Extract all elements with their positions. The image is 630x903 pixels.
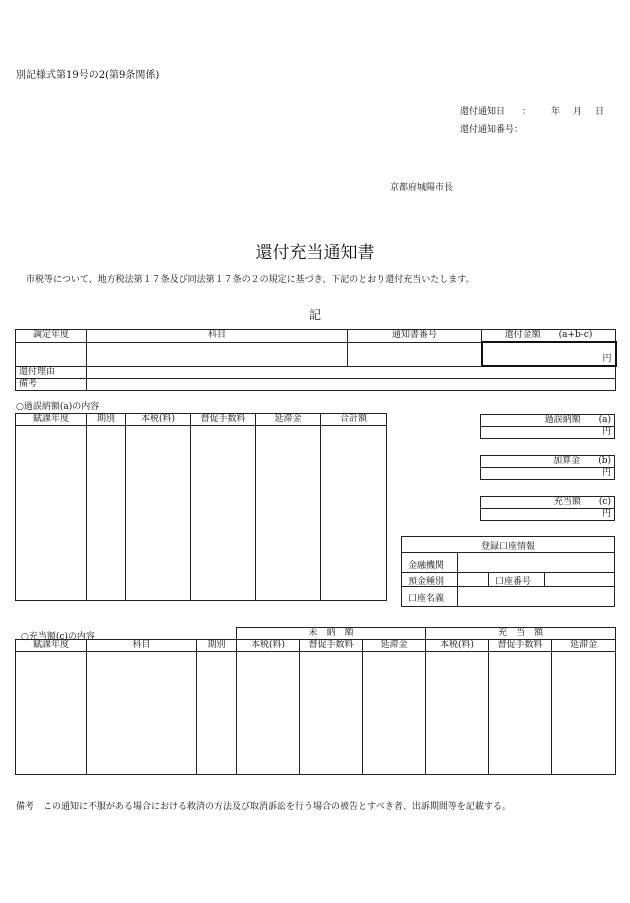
notice-date-label: 還付通知日: [460, 107, 506, 117]
intro-text: 市税等について、地方税法第１７条及び同法第１７条の２の規定に基づき、下記のとおり還付充当いたします。: [26, 275, 475, 285]
applied-amount-text: 充当額: [553, 497, 581, 507]
deposit-type-label: 預金種別: [408, 577, 445, 587]
overpay-header-total: 合計額: [321, 414, 387, 426]
overpay-amount-text: 過誤納額: [544, 415, 581, 425]
notice-date-colon: ：: [522, 107, 532, 117]
summary-value-row: [16, 342, 616, 366]
account-divider: [402, 572, 614, 573]
allocation-cell: [552, 652, 616, 775]
header-notice-number: 通知書番号: [348, 330, 482, 343]
overpay-cell: [321, 426, 387, 601]
ki-label: 記: [308, 308, 321, 322]
account-divider: [402, 586, 614, 587]
account-info-box: [401, 536, 615, 607]
overpay-body-row: [16, 426, 387, 601]
value-refund-amount: [482, 342, 616, 366]
alloc-header-applied-delinquency: 延滞金: [552, 640, 616, 652]
overpay-amount-code: (a): [598, 415, 611, 425]
overpay-cell: [87, 426, 126, 601]
overpay-cell: [256, 426, 321, 601]
remarks-label: 備考: [16, 379, 87, 391]
applied-amount-value: 円: [481, 509, 615, 521]
allocation-cell: [489, 652, 552, 775]
account-info-title: 登録口座情報: [480, 542, 535, 552]
allocation-cell: [363, 652, 426, 775]
overpay-table: [15, 413, 387, 601]
overpay-header-year: 賦課年度: [16, 414, 87, 426]
allocation-group-row: [16, 628, 616, 640]
allocation-group-spacer: [16, 628, 237, 640]
refund-amount-label: 還付金額: [504, 330, 541, 340]
header-item: 科目: [87, 330, 348, 343]
overpay-cell: [16, 426, 87, 601]
overpay-cell: [126, 426, 191, 601]
allocation-body-row: [16, 652, 616, 775]
overpay-header-fee: 督促手数料: [191, 414, 256, 426]
group-applied: 充 当 額: [426, 628, 616, 640]
allocation-cell: [300, 652, 363, 775]
allocation-table: [15, 627, 616, 775]
overpay-header-delinquency: 延滞金: [256, 414, 321, 426]
header-refund-amount: [482, 330, 616, 343]
allocation-cell: [87, 652, 197, 775]
value-fiscal-year: [16, 342, 87, 366]
remarks-row: [16, 379, 616, 391]
value-notice-number: [348, 342, 482, 366]
allocation-cell: [16, 652, 87, 775]
overpay-amount-value: 円: [481, 427, 615, 439]
notice-date-month: 月: [573, 107, 583, 117]
alloc-header-unpaid-fee: 督促手数料: [300, 640, 363, 652]
form-number: 別記様式第19号の2(第9条関係): [16, 70, 160, 81]
additional-amount-label: [481, 456, 615, 468]
alloc-header-year: 賦課年度: [16, 640, 87, 652]
overpay-amount-box: [480, 414, 615, 439]
summary-header-row: [16, 330, 616, 343]
overpay-cell: [191, 426, 256, 601]
summary-table: [15, 329, 617, 391]
account-divider: [402, 552, 614, 553]
bank-label: 金融機関: [408, 561, 445, 571]
account-divider: [544, 572, 545, 586]
group-unpaid: 未 納 額: [237, 628, 426, 640]
allocation-cell: [197, 652, 237, 775]
alloc-header-unpaid-principal: 本税(料): [237, 640, 300, 652]
notice-date-year: 年: [551, 107, 561, 117]
allocation-cell: [426, 652, 489, 775]
overpay-header-principal: 本税(料): [126, 414, 191, 426]
page-title: 還付充当通知書: [255, 243, 375, 263]
additional-amount-code: (b): [598, 456, 611, 466]
overpay-header-row: [16, 414, 387, 426]
remarks-value: [87, 379, 616, 391]
account-divider: [457, 552, 458, 606]
applied-amount-box: [480, 496, 615, 521]
yen-unit: 円: [602, 354, 612, 364]
alloc-header-unpaid-delinquency: 延滞金: [363, 640, 426, 652]
reason-row: [16, 366, 616, 379]
applied-amount-label: [481, 497, 615, 509]
issuer: 京都府城陽市長: [390, 183, 454, 193]
additional-amount-text: 加算金: [553, 456, 581, 466]
notice-date-day: 日: [595, 107, 605, 117]
allocation-cell: [237, 652, 300, 775]
header-fiscal-year: 調定年度: [16, 330, 87, 343]
account-number-label: 口座番号: [495, 577, 532, 587]
allocation-section-label: ○充当額(c)の内容: [21, 632, 95, 642]
overpay-section-label: ○過誤納額(a)の内容: [16, 402, 100, 412]
value-item: [87, 342, 348, 366]
allocation-header-row: [16, 640, 616, 652]
alloc-header-applied-fee: 督促手数料: [489, 640, 552, 652]
notice-number-label: 還付通知番号：: [460, 125, 524, 135]
additional-amount-value: 円: [481, 468, 615, 480]
account-divider: [488, 572, 489, 586]
reason-label: 還付理由: [16, 366, 87, 379]
reason-value: [87, 366, 616, 379]
alloc-header-item: 科目: [87, 640, 197, 652]
overpay-header-period: 期別: [87, 414, 126, 426]
additional-amount-box: [480, 455, 615, 480]
alloc-header-applied-principal: 本税(料): [426, 640, 489, 652]
refund-amount-formula: (a+b-c): [558, 330, 593, 340]
overpay-amount-label: [481, 415, 615, 427]
account-name-label: 口座名義: [408, 594, 445, 604]
alloc-header-period: 期別: [197, 640, 237, 652]
applied-amount-code: (c): [598, 497, 611, 507]
footer-note: 備考 この通知に不服がある場合における救済の方法及び取消訴訟を行う場合の被告とすべき者、出訴期間等を記載する。: [16, 802, 511, 812]
